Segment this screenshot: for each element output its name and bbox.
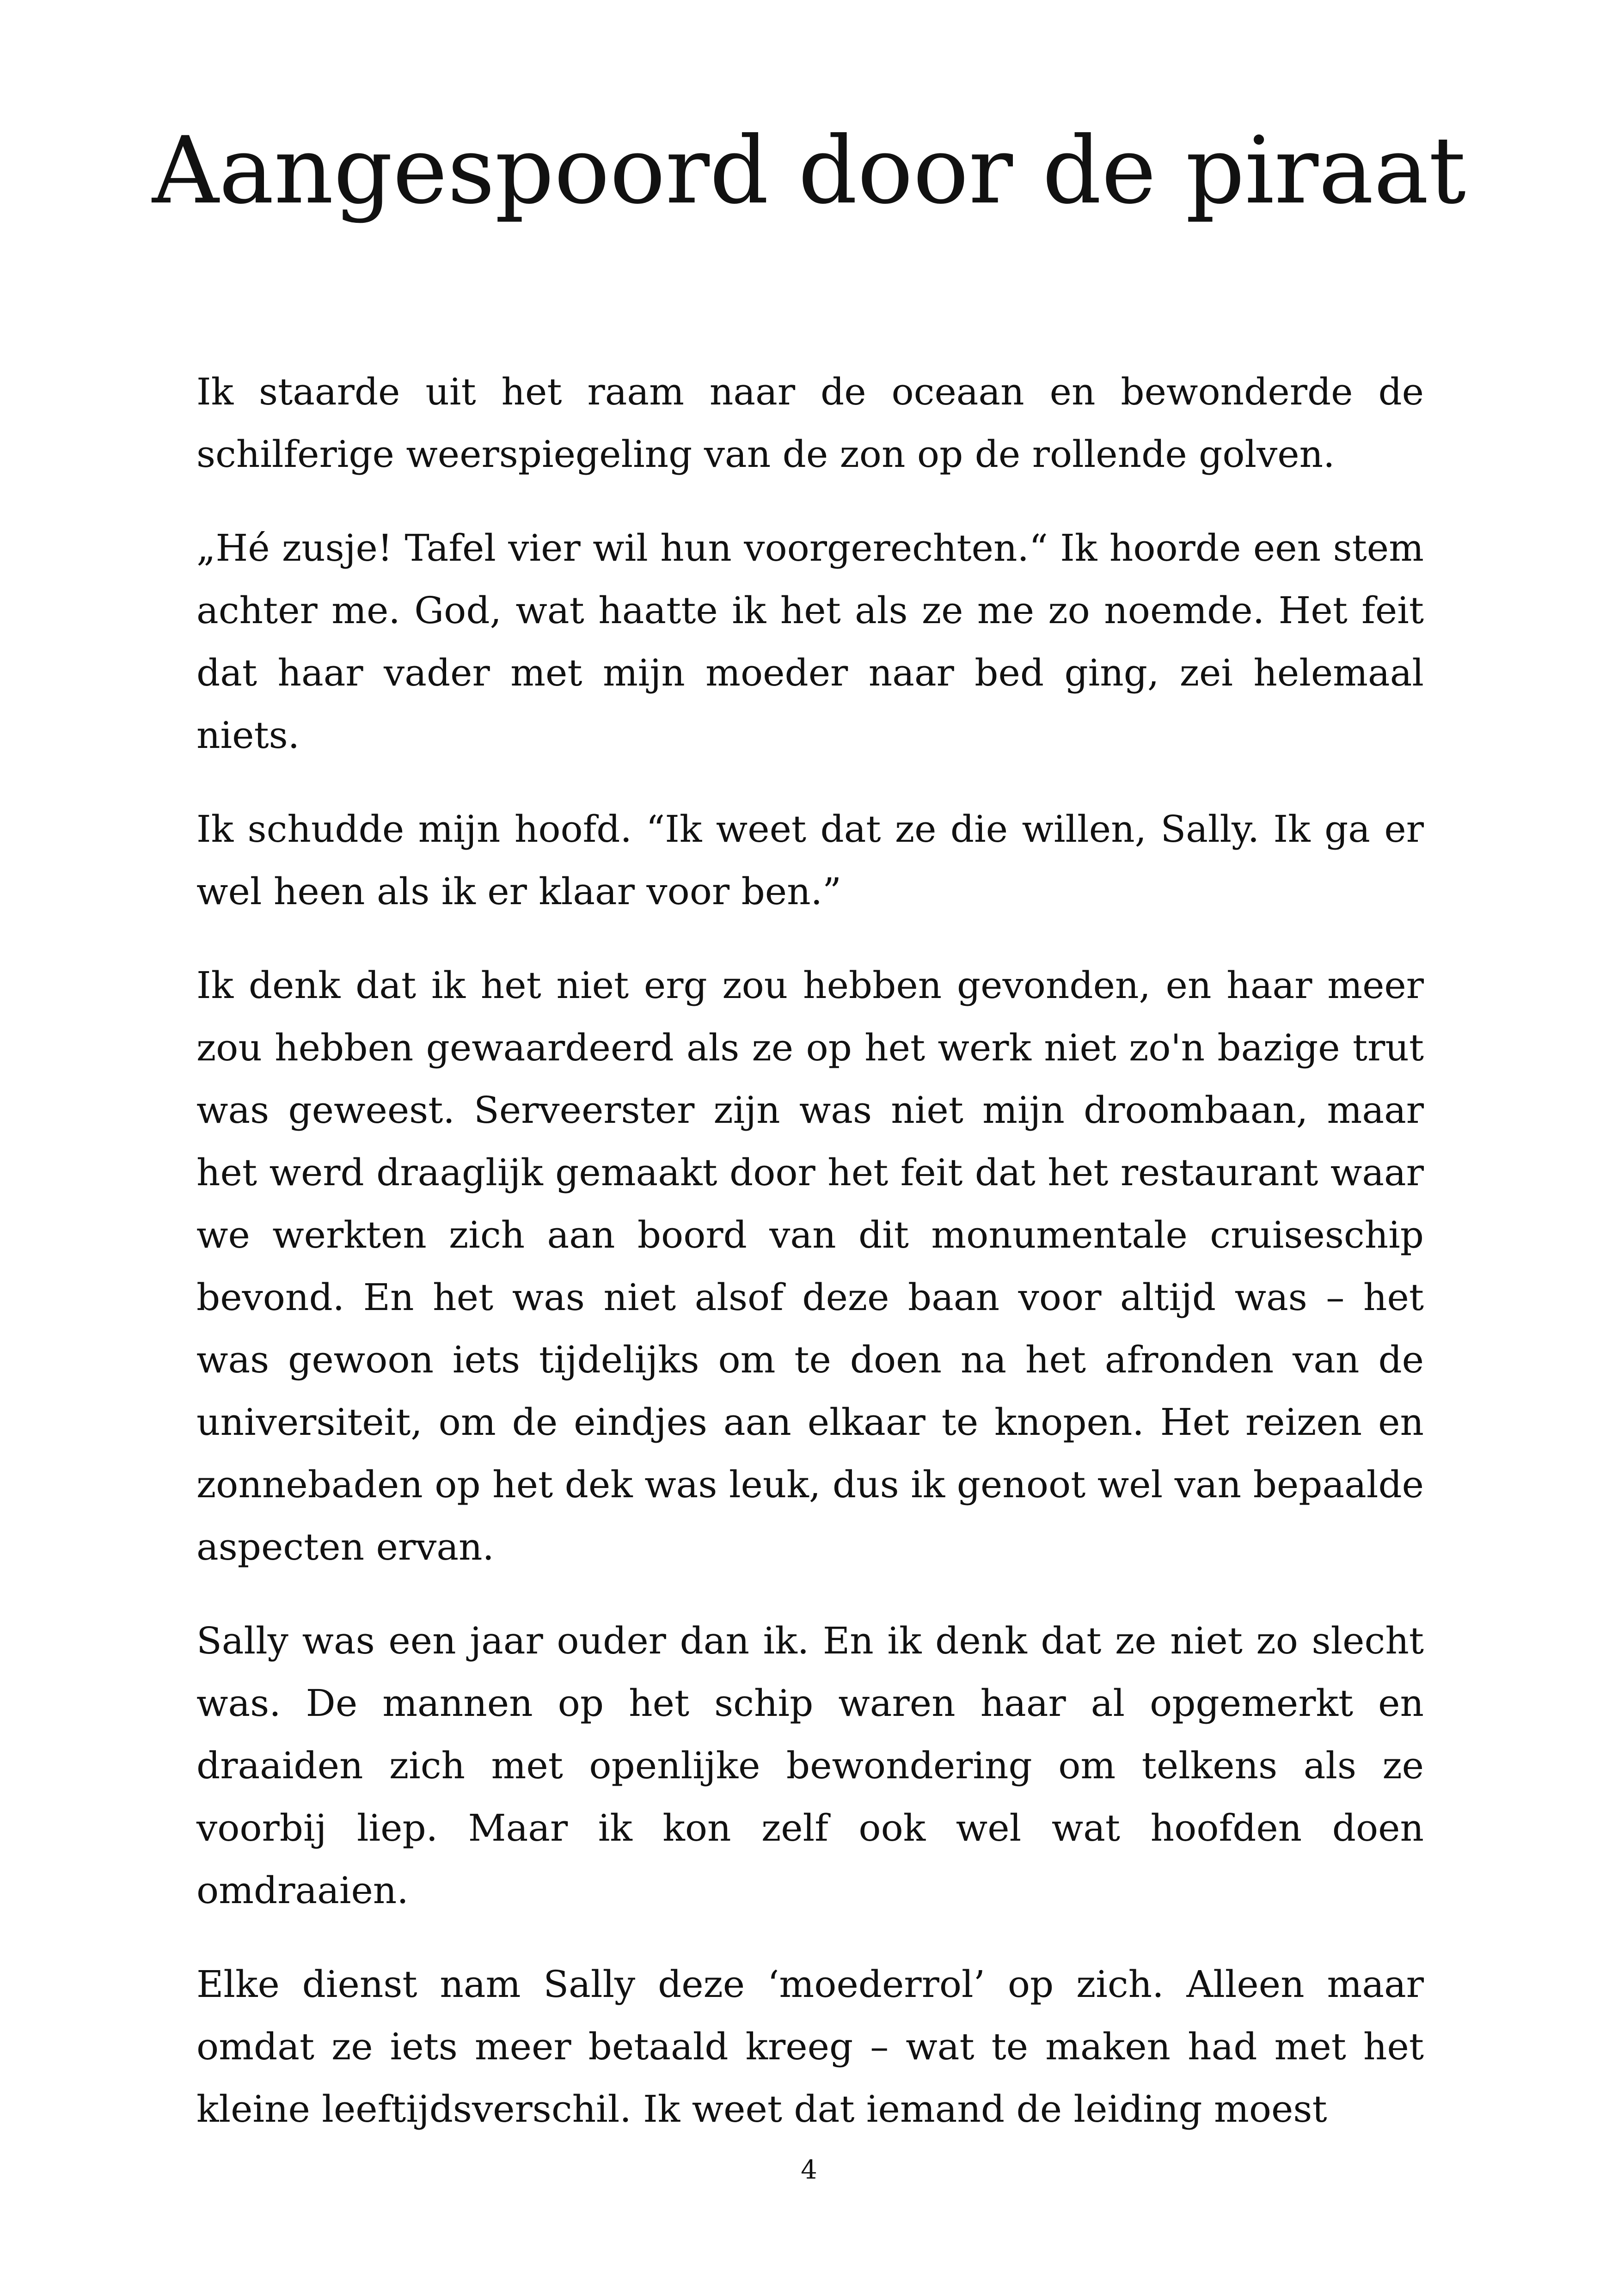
paragraph: Ik schudde mijn hoofd. “Ik weet dat ze die willen, Sally. Ik ga er wel heen als ik er klaar voor ben.” — [196, 808, 1424, 913]
chapter-title: Aangespoord door de piraat — [152, 117, 1466, 225]
paragraph: Ik staarde uit het raam naar de oceaan en bewonderde de schilferige weerspiegeling van de zon op de rollende golven. — [196, 370, 1424, 476]
paragraph: Elke dienst nam Sally deze ‘moederrol’ op zich. Alleen maar omdat ze iets meer betaald kreeg – wat te maken had met het kleine leeftijdsverschil. Ik weet dat iemand de leiding moest — [196, 1963, 1424, 2131]
paragraph: „Hé zusje! Tafel vier wil hun voorgerechten.“ Ik hoorde een stem achter me. God, wat haatte ik het als ze me zo noemde. Het feit dat haar vader met mijn moeder naar bed ging, zei helemaal niets. — [196, 527, 1424, 757]
page-number: 4 — [801, 2155, 817, 2185]
paragraph: Sally was een jaar ouder dan ik. En ik denk dat ze niet zo slecht was. De mannen op het schip waren haar al opgemerkt en draaiden zich met openlijke bewondering om telkens als ze voorbij liep. Maar ik kon zelf ook wel wat hoofden doen omdraaien. — [196, 1619, 1424, 1912]
paragraph: Ik denk dat ik het niet erg zou hebben gevonden, en haar meer zou hebben gewaardeerd als ze op het werk niet zo'n bazige trut was geweest. Serveerster zijn was niet mijn droombaan, maar het werd draaglijk gemaakt door het feit dat het restaurant waar we werkten zich aan boord van dit monumentale cruiseschip bevond. En het was niet alsof deze baan voor altijd was – het was gewoon iets tijdelijks om te doen na het afronden van de universiteit, om de eindjes aan elkaar te knopen. Het reizen en zonnebaden op het dek was leuk, dus ik genoot wel van bepaalde aspecten ervan. — [196, 964, 1424, 1568]
body-text — [196, 361, 1424, 2172]
